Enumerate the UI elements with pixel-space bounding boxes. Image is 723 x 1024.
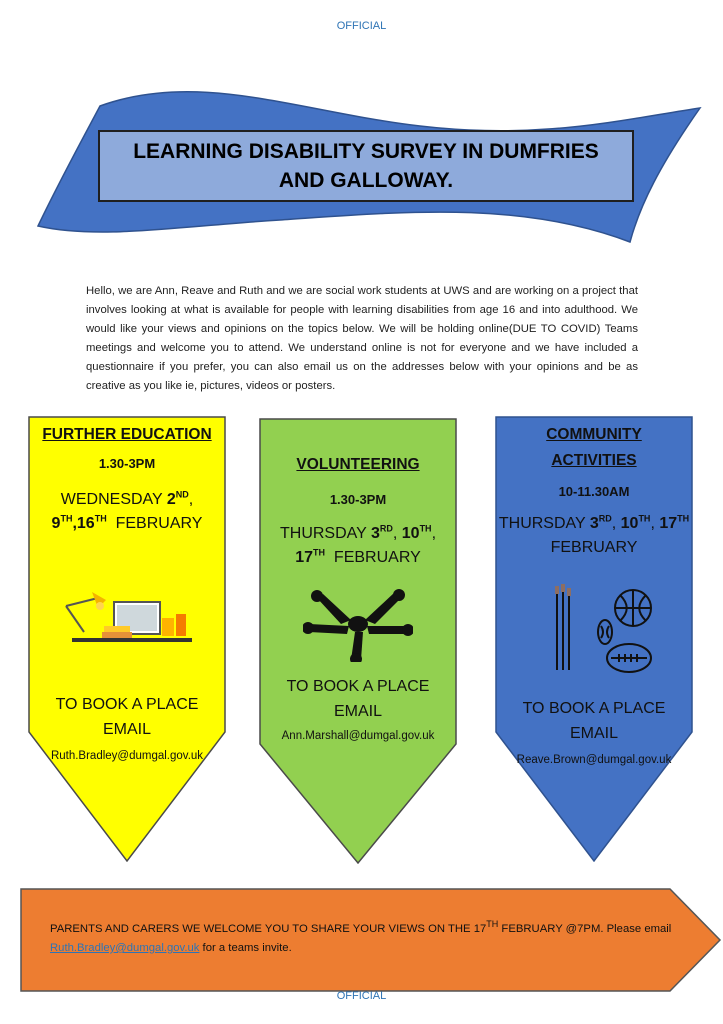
title-line-1: COMMUNITY [546,426,642,443]
study-desk-icon [62,588,194,648]
official-marking-top: OFFICIAL [336,20,387,32]
book-line-1: TO BOOK A PLACE [522,700,666,717]
session-month: FEBRUARY [333,549,421,566]
date-1: 2 [166,491,176,508]
section-title [495,422,693,474]
date-2-suffix: TH [60,513,73,524]
notice-sup: TH [486,919,499,930]
book-line-2: EMAIL [333,703,382,720]
date-1-suffix: RD [379,523,393,534]
session-time: 1.30-3PM [98,456,156,471]
date-3-suffix: TH [677,513,690,524]
session-dates: THURSDAY 3RD, 10TH, 17TH FEBRUARY [279,523,437,566]
session-month: FEBRUARY [115,515,203,532]
community-activities-panel [495,416,693,862]
sports-equipment-icon [549,584,659,676]
date-1-suffix: ND [175,489,189,500]
book-line-1: TO BOOK A PLACE [286,678,430,695]
booking-info [28,692,226,742]
date-3-suffix: TH [313,547,326,558]
page-title [133,137,599,195]
email-link[interactable]: Ruth.Bradley@dumgal.gov.uk [50,942,200,954]
date-3: 16 [76,515,95,532]
notice-text-end: for a teams invite. [199,942,292,954]
date-1: 3 [589,515,599,532]
contact-email[interactable]: Ann.Marshall@dumgal.gov.uk [281,730,435,742]
date-3: 17 [659,515,678,532]
session-time: 10-11.30AM [558,484,630,499]
notice-text-start: PARENTS AND CARERS WE WELCOME YOU TO SHARE YOUR VIEWS ON THE 17 [50,923,487,935]
contact-email[interactable]: Ruth.Bradley@dumgal.gov.uk [50,750,204,762]
session-month: FEBRUARY [550,539,638,556]
section-title: FURTHER EDUCATION [42,426,212,443]
date-3-suffix: TH [94,513,107,524]
joined-hands-icon [303,586,413,662]
session-day: THURSDAY [498,515,586,532]
notice-text-middle: FEBRUARY @7PM. Please email [498,923,672,935]
date-2: 10 [401,525,420,542]
section-title: VOLUNTEERING [296,456,420,473]
date-1: 3 [370,525,380,542]
title-line-1: LEARNING DISABILITY SURVEY IN DUMFRIES [133,140,599,163]
official-marking-bottom: OFFICIAL [336,990,387,1002]
date-2-suffix: TH [638,513,651,524]
title-box [98,130,634,202]
date-3: 17 [295,549,314,566]
booking-info [495,696,693,746]
book-line-2: EMAIL [569,725,618,742]
booking-info [259,674,457,724]
date-2: 10 [620,515,639,532]
book-line-1: TO BOOK A PLACE [55,696,199,713]
parents-carers-notice [50,920,680,958]
session-time: 1.30-3PM [329,492,387,507]
volunteering-panel [259,418,457,864]
book-line-2: EMAIL [102,721,151,738]
date-2-suffix: TH [419,523,432,534]
session-day: THURSDAY [279,525,367,542]
further-education-panel [28,416,226,862]
session-day: WEDNESDAY [60,491,163,508]
intro-paragraph: Hello, we are Ann, Reave and Ruth and we are social work students at UWS and are working on a project that involves looking at what is available for people with learning disabilities from age 16 and into adulthood. We would like your views and opinions on the topics below. We will be holding online(DUE TO COVID) Teams meetings and welcome you to attend. We understand online is not for everyone and we have included a questionnaire if you prefer, you can also email us on the addresses below with your opinions and be as creative as you like ie, pictures, videos or posters. [86,285,638,392]
date-2: 9 [51,515,61,532]
title-line-2: AND GALLOWAY. [278,169,454,192]
session-dates: WEDNESDAY 2ND, 9TH,16TH FEBRUARY [51,489,203,532]
contact-email[interactable]: Reave.Brown@dumgal.gov.uk [516,754,672,766]
session-dates: THURSDAY 3RD, 10TH, 17TH FEBRUARY [498,513,690,556]
date-1-suffix: RD [598,513,612,524]
title-line-2: ACTIVITIES [551,452,637,469]
